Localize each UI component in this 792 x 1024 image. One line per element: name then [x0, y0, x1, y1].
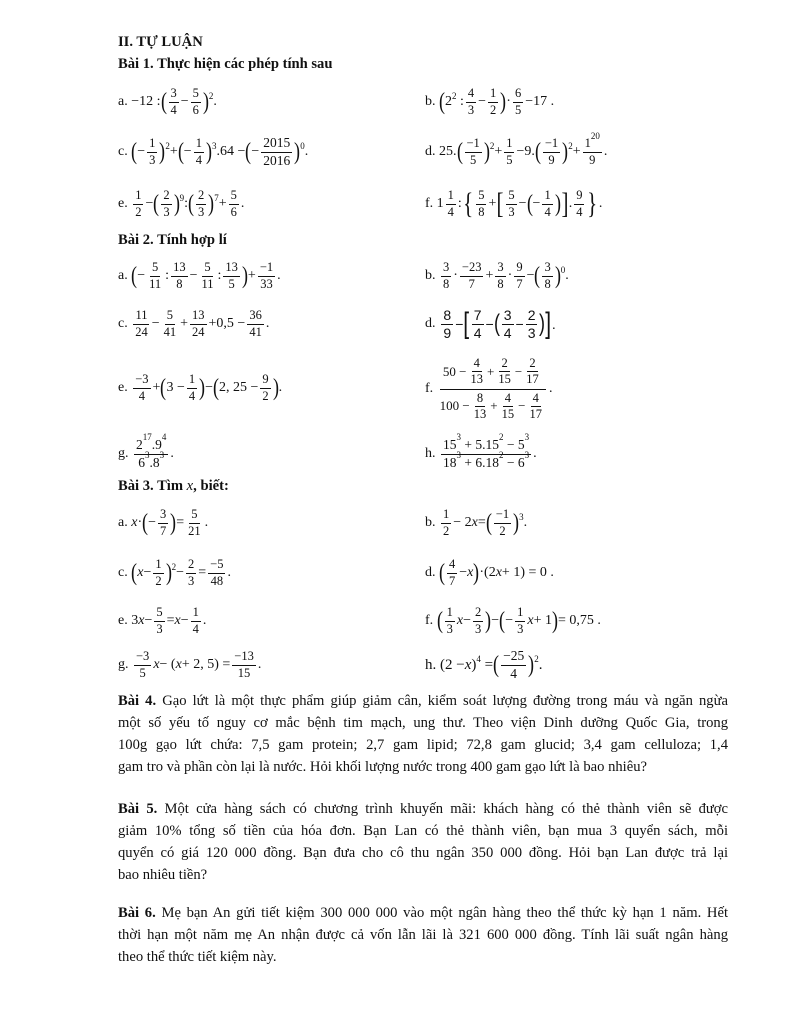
bai2-title: Bài 2. Tính hợp lí: [118, 232, 227, 248]
bai3-a: a. x · ( − 3 7 ) = 5 21 .: [118, 507, 209, 538]
bai6-paragraph: Bài 6. Mẹ bạn An gửi tiết kiệm 300 000 000 vào một ngân hàng theo thể thức kỳ hạn 1 năm. Hết thời hạn một năm mẹ An nhận được cả vốn lẫn lãi là 321 600 000 đồng. Tính lãi suất ngân hàng theo thể thức tiết kiệm này.: [118, 905, 728, 965]
bai1-c: c. ( − 1 3 ) $^2$ + ( − 1 4 ) $^3$ .64 − ( − 2015 2016 ) $^0$ .: [118, 135, 309, 168]
bai2-h: h. $15^3 + 5.15^2 - 5^3$ $18^3 + 6.18^2 - 6^3$ .: [425, 432, 537, 470]
bai2-a: a. ( − 5 11 : 13 8 − 5 11 : 13 5 ) + −1 33 .: [118, 260, 281, 291]
bai2-f: f. 50 − 4 13 + 2 15 − 2 17 100 − 8 13 + 4 15 − 4 17 .: [425, 356, 553, 421]
bai3-b: b. 1 2 − 2 x = ( −1 2 ) $^3$ .: [425, 507, 528, 538]
bai1-title: Bài 1. Thực hiện các phép tính sau: [118, 56, 333, 72]
bai3-f: f. ( 1 3 x − 2 3 ) − ( − 1 3 x + 1 ) = 0,75 .: [425, 605, 601, 636]
bai1-b: b. ( 2 $^2$ : 4 3 − 1 2 ) · 6 5 −17 .: [425, 86, 555, 117]
bai2-g: g. $2^{17}.9^4$ $6^3.8^3$ .: [118, 432, 174, 470]
bai3-g: g. −3 5 x − ( x + 2, 5) = −13 15 .: [118, 649, 262, 680]
bai5-paragraph: Bài 5. Một cửa hàng sách có chương trình khuyến mãi: khách hàng có thẻ thành viên sẽ được giảm 10% tổng số tiền của hóa đơn. Bạn Lan có thẻ thành viên, bạn mua 3 quyển sách, mỗi quyển có giá 120 000 đồng. Bạn đưa cho cô thu ngân 350 000 đồng. Hỏi bạn Lan được trả lại bao nhiêu tiền?: [118, 801, 728, 883]
bai2-b: b. 3 8 · −23 7 + 3 8 · 9 7 − ( 3 8 ) $^0$ .: [425, 260, 569, 291]
bai1-a: a. −12 : ( 3 4 − 5 6 ) $^2$ .: [118, 86, 217, 117]
bai3-h: h. (2 − x ) $^4$ = ( −25 4 ) $^2$ .: [425, 648, 543, 681]
bai1-e: e. 1 2 − ( 2 3 ) $^9$ : ( 2 3 ) $^7$ + 5 6 .: [118, 188, 245, 219]
bai4-paragraph: Bài 4. Gạo lứt là một thực phẩm giúp giảm cân, kiểm soát lượng đường trong máu và ngăn ngừa một số yếu tố nguy cơ mắc bệnh tim mạch, ung thư. Theo viện Dinh dưỡng Quốc Gia, trong 100g gạo lứt chứa: 7,5 gam protein; 2,7 gam lipid; 72,8 gam glucid; 3,4 gam celluloza; 1,4 gam tro và phần còn lại là nước. Hỏi khối lượng nước trong 400 gam gạo lứt là bao nhiêu?: [118, 693, 728, 775]
bai2-e: e. −3 4 + ( 3 − 1 4 ) − ( 2, 25 − 9 2 ) .: [118, 372, 283, 403]
bai3-d: d. ( 4 7 − x ) ·(2 x + 1) = 0 .: [425, 557, 554, 588]
bai2-c: c. 11 24 − 5 41 + 13 24 +0,5 − 36 41 .: [118, 308, 270, 339]
bai1-d: d. 25. ( −1 5 ) $^2$ + 1 5 −9. ( −1 9 ) $^2$ + $1^{20}$ 9 .: [425, 131, 608, 167]
bai3-c: c. ( x − 1 2 ) $^2$ − 2 3 = −5 48 .: [118, 557, 231, 588]
section-title: II. TỰ LUẬN: [118, 34, 203, 50]
bai3-title: Bài 3. Tìm x, biết:: [118, 478, 229, 494]
bai1-f: f. 1 1 4 : { 5 8 + [ 5 3 − ( − 1 4 ) ] . 9 4 } .: [425, 187, 603, 220]
bai3-e: e. 3 x − 5 3 = x − 1 4 .: [118, 605, 207, 636]
bai2-d: d. 8 9 − [ 7 4 − ( 3 4 − 2 3 ) ] .: [425, 306, 556, 341]
